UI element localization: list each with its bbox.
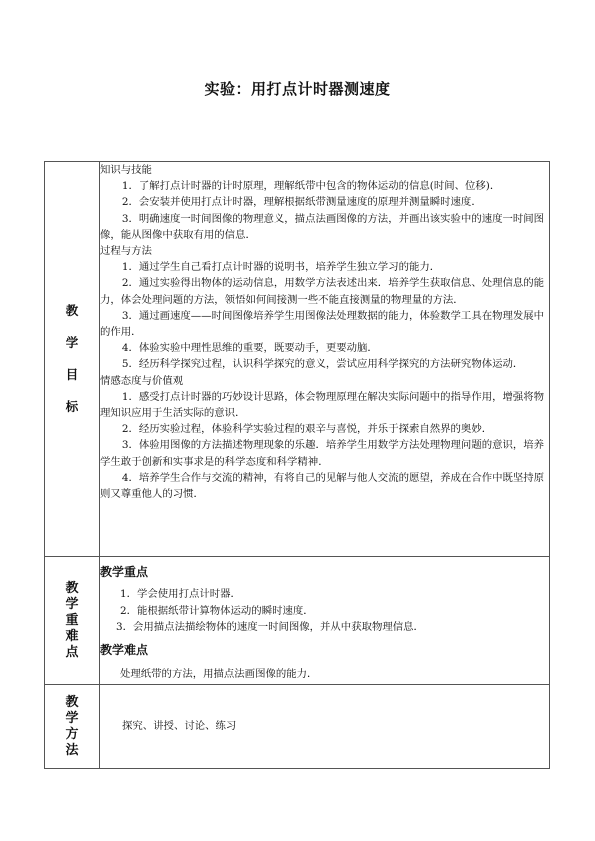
label-char: 难 — [65, 628, 79, 644]
label-char: 教 — [65, 694, 79, 710]
label-char: 学 — [65, 710, 79, 726]
objective-item: 2．通过实验得出物体的运动信息，用数学方法表述出来．培养学生获取信息、处理信息的能力，体会处理问题的方法，领悟如何间接测一些不能直接测量的物理量的方法． — [100, 277, 545, 306]
focus-item: 2．能根据纸带计算物体运动的瞬时速度． — [120, 604, 314, 617]
label-char: 教 — [65, 303, 79, 318]
label-char: 目 — [65, 367, 79, 382]
focus-heading: 教学重点 — [100, 565, 149, 579]
objective-item: 3．通过画速度——时间图像培养学生用图像法处理数据的能力，体验数学工具在物理发展中的作用． — [100, 309, 545, 339]
objective-item: 4．体验实验中理性思维的重要，既要动手，更要动脑． — [121, 342, 378, 355]
methods-label — [45, 695, 99, 759]
objective-item: 1．了解打点计时器的计时原理，理解纸带中包含的物体运动的信息(时间、位移)． — [121, 180, 501, 193]
objectives-label — [45, 303, 99, 415]
label-char: 教 — [65, 580, 79, 596]
objective-item: 2．会安装并使用打点计时器，理解根据纸带测量速度的原理并测量瞬时速度． — [121, 196, 482, 209]
label-char: 学 — [65, 596, 79, 612]
methods-text: 探究、讲授、讨论、练习 — [122, 720, 237, 733]
objective-item: 4．培养学生合作与交流的精神，有将自己的见解与他人交流的愿望，养成在合作中既坚持原则又尊重他人的习惯． — [100, 471, 545, 501]
objectives-row — [45, 162, 550, 557]
lesson-plan-table — [44, 161, 550, 769]
section-heading-attitude: 情感态度与价值观 — [100, 374, 184, 387]
page-title: 实验：用打点计时器测速度 — [204, 80, 391, 98]
objective-item: 1．通过学生自己看打点计时器的说明书，培养学生独立学习的能力． — [121, 261, 441, 274]
label-char: 学 — [65, 335, 79, 350]
key-points-row — [45, 557, 550, 685]
objective-item: 1．感受打点计时器的巧妙设计思路，体会物理原理在解决实际问题中的指导作用，增强将物理知识应用于生活实际的意识． — [100, 390, 545, 420]
objectives-label-cell — [45, 162, 100, 557]
label-char: 方 — [65, 726, 79, 742]
methods-content — [100, 685, 550, 769]
label-char: 标 — [65, 399, 79, 414]
section-heading-knowledge: 知识与技能 — [100, 164, 152, 176]
objective-item: 5．经历科学探究过程，认识科学探究的意义，尝试应用科学探究的方法研究物体运动． — [121, 358, 524, 371]
objective-item: 2．经历实验过程，体验科学实验过程的艰辛与喜悦，并乐于探索自然界的奥妙． — [121, 423, 493, 436]
focus-item: 3．会用描点法描绘物体的速度一时间图像，并从中获取物理信息． — [116, 621, 424, 633]
section-heading-process: 过程与方法 — [100, 245, 152, 258]
label-char: 法 — [65, 742, 79, 758]
label-char: 重 — [65, 612, 79, 628]
objective-item: 3．体验用图像的方法描述物理现象的乐趣．培养学生用数学方法处理物理问题的意识，培养学生敢于创新和实事求是的科学态度和科学精神． — [100, 439, 545, 468]
key-points-label — [45, 581, 99, 661]
focus-list — [100, 586, 549, 636]
objective-item: 3．明确速度一时间图像的物理意义，描点法画图像的方法，并画出该实验中的速度一时间图像，能从图像中获取有用的信息． — [100, 212, 545, 241]
objectives-content — [100, 162, 550, 557]
methods-label-cell — [45, 685, 100, 769]
methods-row — [45, 685, 550, 769]
key-points-label-cell — [45, 557, 100, 685]
key-points-content — [100, 557, 550, 685]
focus-item: 1．学会使用打点计时器． — [120, 588, 241, 600]
label-char: 点 — [65, 644, 79, 660]
difficulty-heading: 教学难点 — [100, 642, 149, 657]
difficulty-text: 处理纸带的方法，用描点法画图像的能力． — [120, 667, 318, 680]
